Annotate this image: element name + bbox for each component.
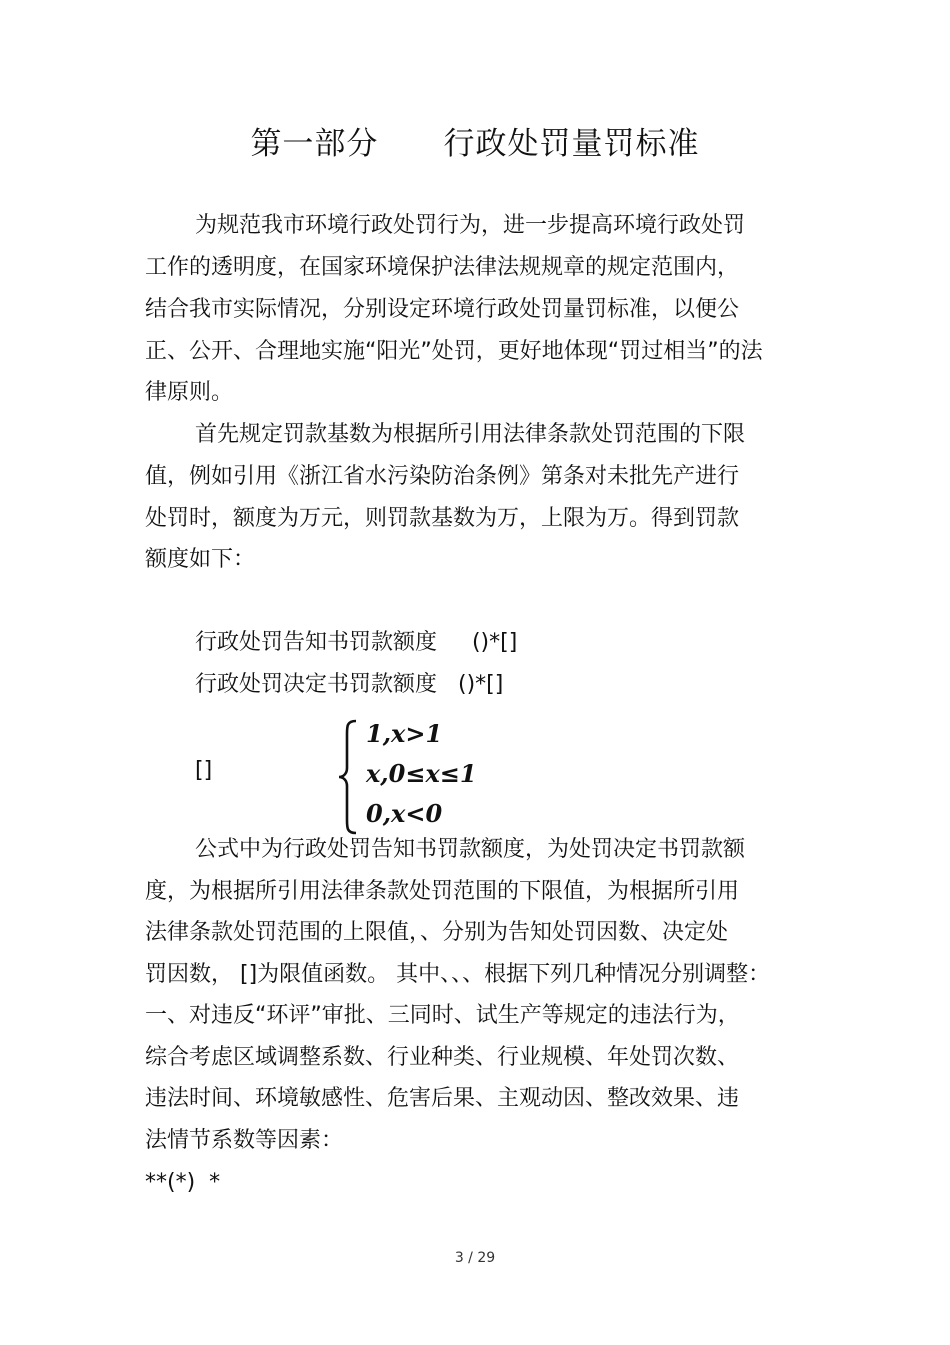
paragraph-line: 一、对违反“环评”审批、三同时、试生产等规定的违法行为， [145, 1003, 740, 1028]
paragraph-line: 结合我市实际情况，分别设定环境行政处罚量罚标准，以便公 [145, 297, 740, 322]
paragraph-line: 公式中为行政处罚告知书罚款额度，为处罚决定书罚款额 [195, 837, 746, 862]
paragraph-line: 处罚时，额度为万元，则罚款基数为万，上限为万。得到罚款 [145, 506, 740, 531]
paragraph-line: 违法时间、环境敏感性、危害后果、主观动因、整改效果、违 [145, 1086, 740, 1111]
piecewise-case: x,0≤x≤1 [366, 759, 477, 788]
page-title: 第一部分 行政处罚量罚标准 [250, 126, 700, 162]
paragraph-line: 法情节系数等因素： [145, 1128, 344, 1153]
paragraph-line: 值，例如引用《浙江省水污染防治条例》第条对未批先产进行 [145, 464, 740, 489]
paragraph-line: 度，为根据所引用法律条款处罚范围的下限值，为根据所引用 [145, 879, 740, 904]
paragraph-line: 律原则。 [145, 380, 234, 405]
paragraph-line: 工作的透明度，在国家环境保护法律法规规章的规定范围内， [145, 255, 740, 280]
left-brace-icon [336, 718, 366, 836]
limit-function-label: [] [195, 758, 213, 783]
piecewise-case: 1,x>1 [366, 719, 443, 748]
paragraph-line: 法律条款处罚范围的上限值，、分别为告知处罚因数、决定处 [145, 920, 729, 945]
paragraph-line: 首先规定罚款基数为根据所引用法律条款处罚范围的下限 [195, 422, 746, 447]
paragraph-line: 为规范我市环境行政处罚行为，进一步提高环境行政处罚 [195, 213, 746, 238]
formula-decision-amount: 行政处罚决定书罚款额度 ()*[] [195, 672, 504, 697]
adjustment-formula: **(*) * [145, 1170, 221, 1195]
paragraph-line: 罚因数， []为限值函数。 其中、、、根据下列几种情况分别调整： [145, 962, 771, 987]
piecewise-case: 0,x<0 [366, 799, 443, 828]
page-number: 3 / 29 [454, 1250, 496, 1266]
paragraph-line: 额度如下： [145, 547, 256, 572]
formula-notice-amount: 行政处罚告知书罚款额度 ()*[] [195, 630, 518, 655]
piecewise-function [336, 718, 477, 836]
paragraph-line: 正、公开、合理地实施“阳光”处罚，更好地体现“罚过相当”的法 [145, 339, 763, 364]
paragraph-line: 综合考虑区域调整系数、行业种类、行业规模、年处罚次数、 [145, 1045, 740, 1070]
